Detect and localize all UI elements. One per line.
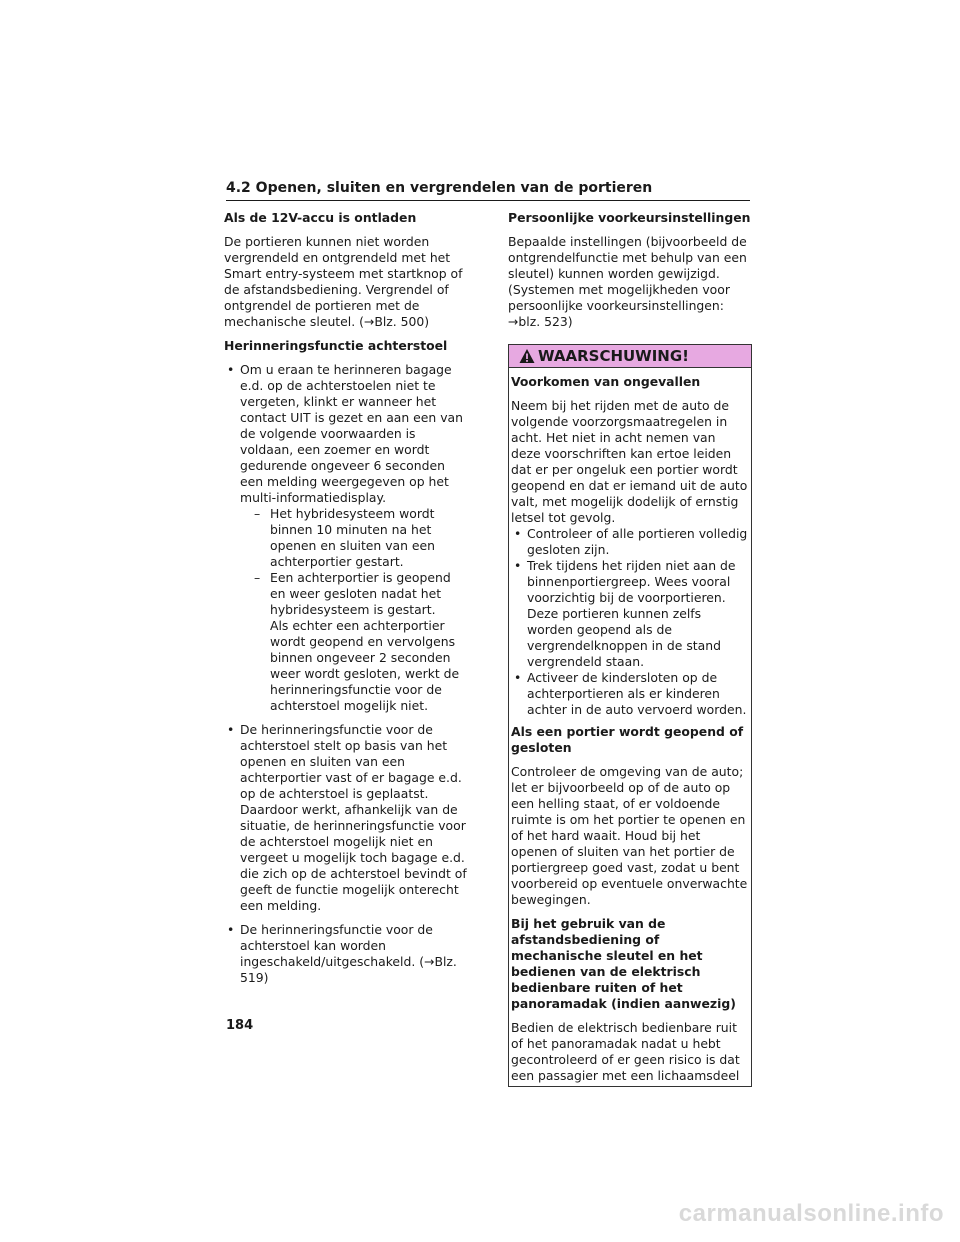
condition-list bbox=[240, 506, 468, 714]
list-item bbox=[224, 362, 468, 714]
preferences-paragraph: Bepaalde instellingen (bijvoorbeeld de ontgrendelfunctie met behulp van een sleutel) kunnen worden gewijzigd. (Systemen met mogelijkheden voor persoonlijke voorkeursinstellingen: →blz. 523) bbox=[508, 234, 747, 329]
bullet-text: Controleer of alle portieren volledig gesloten zijn. bbox=[527, 526, 748, 557]
warning-paragraph-remote: Bedien de elektrisch bedienbare ruit of het panoramadak nadat u hebt gecontroleerd of er geen risico is dat een passagier met een lichaamsdeel bbox=[511, 1020, 740, 1083]
list-item bbox=[240, 570, 468, 714]
warning-body bbox=[509, 368, 751, 1086]
bullet-text: Activeer de kindersloten op de achterportieren als er kinderen achter in de auto vervoerd worden. bbox=[527, 670, 747, 717]
warning-header bbox=[509, 345, 751, 368]
condition-text: Het hybridesysteem wordt binnen 10 minuten na het openen en sluiten van een achterportier gestart. bbox=[270, 506, 436, 569]
warning-triangle-icon bbox=[519, 348, 535, 364]
list-item bbox=[511, 558, 749, 670]
condition-note: Als echter een achterportier wordt geopend en vervolgens binnen ongeveer 2 seconden weer wordt gesloten, werkt de herinneringsfunctie voor de achterstoel mogelijk niet. bbox=[270, 618, 460, 713]
warning-heading-door: Als een portier wordt geopend of gesloten bbox=[511, 724, 744, 755]
list-item bbox=[224, 722, 468, 914]
bullet-text: Om u eraan te herinneren bagage e.d. op de achterstoelen niet te vergeten, klinkt er wanneer het contact UIT is gezet en aan een van de volgende voorwaarden is voldaan, een zoemer en wordt gedurende ongeveer 6 seconden een melding weergegeven op het multi-informatiedisplay. bbox=[240, 362, 463, 505]
battery-paragraph: De portieren kunnen niet worden vergrendeld en ontgrendeld met het Smart entry-systeem met startknop of de afstandsbediening. Vergrendel of ontgrendel de portieren met de mechanische sleutel. (→Blz. 500) bbox=[224, 234, 463, 329]
warning-paragraph-door: Controleer de omgeving van de auto; let er bijvoorbeeld op of de auto op een helling staat, of er voldoende ruimte is om het portier te openen en of het hard waait. Houd bij het openen of sluiten van het portier de portiergreep goed vast, zodat u bent voorbereid op eventuele onverwachte bewegingen. bbox=[511, 764, 748, 907]
list-item bbox=[511, 526, 749, 558]
bullet-text: De herinneringsfunctie voor de achterstoel stelt op basis van het openen en sluiten van een achterportier vast of er bagage e.d. op de achterstoel is geplaatst. Daardoor werkt, afhankelijk van de situatie, de herinneringsfunctie voor de achterstoel mogelijk niet en vergeet u mogelijk toch bagage e.d. die zich op de achterstoel bevindt of geeft de functie mogelijk onterecht een melding. bbox=[240, 722, 467, 913]
list-item bbox=[511, 670, 749, 718]
preferences-heading: Persoonlijke voorkeursinstellingen bbox=[508, 210, 751, 225]
warning-paragraph-accidents: Neem bij het rijden met de auto de volgende voorzorgsmaatregelen in acht. Het niet in acht nemen van deze voorschriften kan ertoe leiden dat er per ongeluk een portier wordt geopend en dat er iemand uit de auto valt, met mogelijk dodelijk of ernstig letsel tot gevolg. bbox=[511, 398, 748, 525]
warning-box bbox=[508, 344, 752, 1087]
warning-heading-accidents: Voorkomen van ongevallen bbox=[511, 374, 701, 389]
left-column bbox=[224, 210, 468, 994]
list-item bbox=[224, 922, 468, 986]
reminder-list bbox=[224, 362, 468, 986]
watermark: carmanualsonline.info bbox=[678, 1200, 944, 1227]
list-item bbox=[240, 506, 468, 570]
reminder-heading: Herinneringsfunctie achterstoel bbox=[224, 338, 448, 353]
warning-title: WAARSCHUWING! bbox=[538, 347, 690, 365]
condition-text: Een achterportier is geopend en weer gesloten nadat het hybridesysteem is gestart. bbox=[270, 570, 451, 617]
page-number: 184 bbox=[226, 1018, 254, 1033]
section-header bbox=[226, 178, 750, 201]
bullet-text: Trek tijdens het rijden niet aan de binnenportiergreep. Wees vooral voorzichtig bij de voorportieren. Deze portieren kunnen zelfs worden geopend als de vergrendelknoppen in de stand vergrendeld staan. bbox=[527, 558, 736, 669]
bullet-text: De herinneringsfunctie voor de achterstoel kan worden ingeschakeld/uitgeschakeld. (→Blz. 519) bbox=[240, 922, 457, 985]
warning-heading-remote: Bij het gebruik van de afstandsbediening of mechanische sleutel en het bedienen van de elektrisch bedienbare ruiten of het panoramadak (indien aanwezig) bbox=[511, 916, 736, 1011]
warning-list bbox=[511, 526, 749, 718]
battery-heading: Als de 12V-accu is ontladen bbox=[224, 210, 417, 225]
section-title: 4.2 Openen, sluiten en vergrendelen van de portieren bbox=[226, 180, 653, 196]
right-column bbox=[508, 210, 752, 1087]
